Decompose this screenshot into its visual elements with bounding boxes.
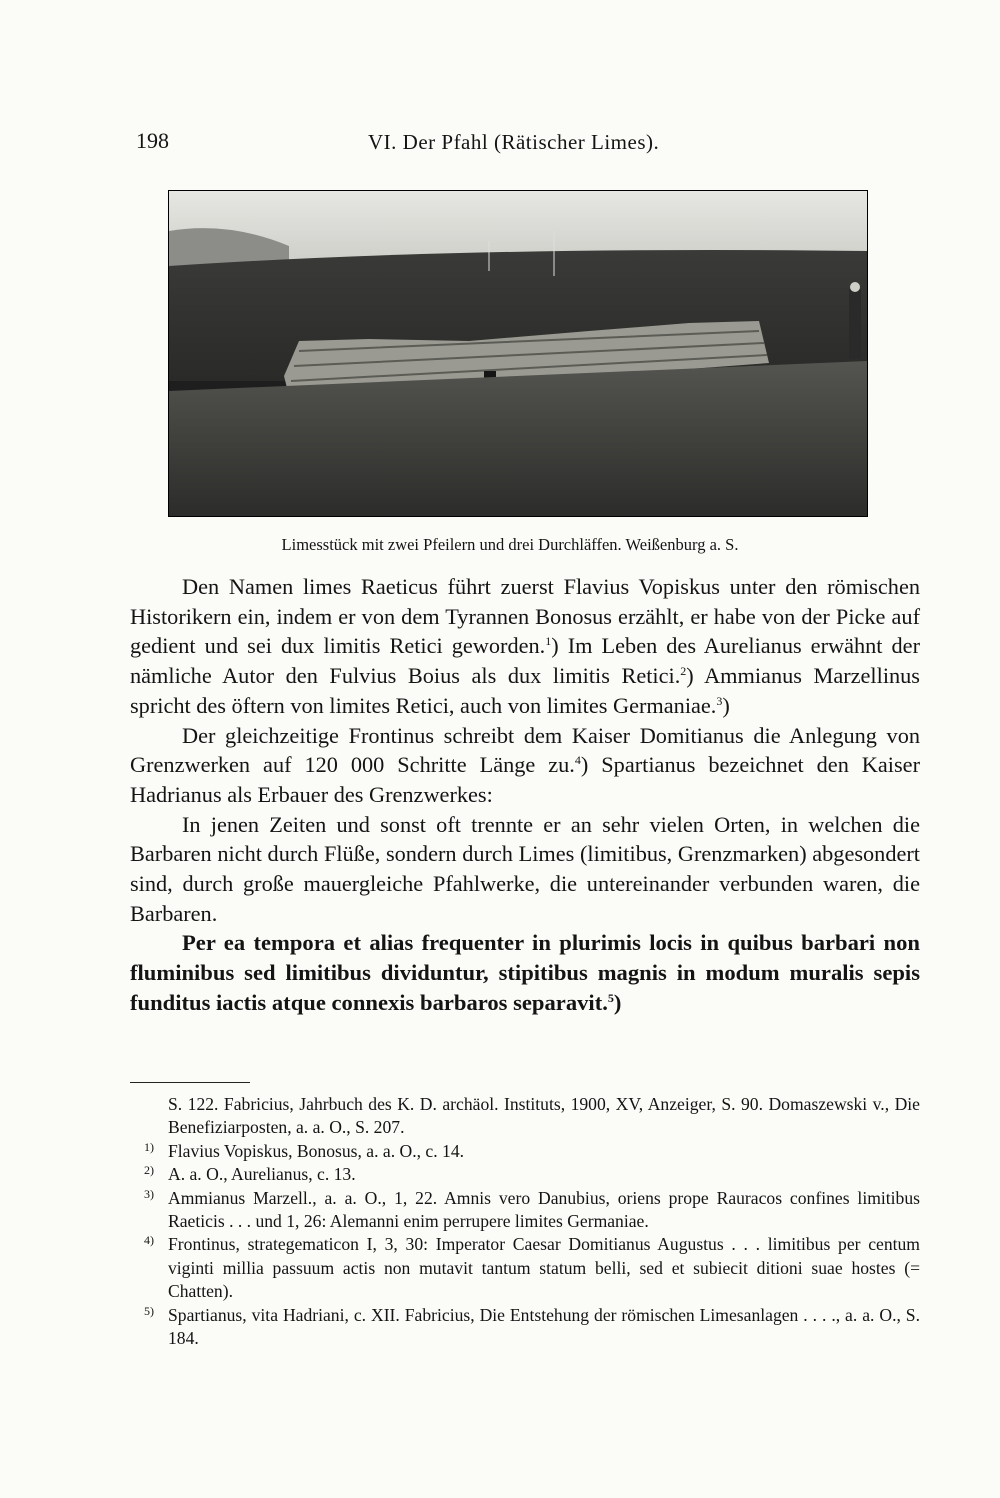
footnote-ref-4: 4 — [574, 753, 581, 768]
footnote-ref-5: 5 — [607, 990, 614, 1005]
foreground — [169, 361, 867, 516]
footnote-ref-2: 2 — [680, 664, 687, 679]
footnote-2: 2) A. a. O., Aurelianus, c. 13. — [144, 1163, 356, 1185]
page-header — [136, 128, 926, 164]
footnote-3: 3) Ammianus Marzell., a. a. O., 1, 22. Amnis vero Danubius, oriens prope Rauracos confines limitibus Raeticis . . . und 1, 26: Alemanni enim perrupere limites Germaniae. — [144, 1186, 920, 1232]
limes-wall-photo — [168, 190, 868, 517]
running-head: VI. Der Pfahl (Rätischer Limes). — [368, 130, 660, 154]
footnote-continued: S. 122. Fabricius, Jahrbuch des K. D. archäol. Instituts, 1900, XV, Anzeiger, S. 90. Domaszewski v., Die Benefiziarposten, a. a. O., S. 207. — [168, 1094, 920, 1138]
paragraph-4: Per ea tempora et alias frequenter in plurimis locis in quibus barbari non fluminibus sed limitibus dividuntur, stipitibus magnis in modum muralis sepis funditus iactis atque connexis barbaros separavit.$^5$) — [130, 930, 920, 1015]
paragraph-1: Den Namen limes Raeticus führt zuerst Flavius Vopiskus unter den römischen Historikern ein, indem er von dem Tyrannen Bonosus erzählt, er habe von der Picke auf gedient und sei dux limitis Retici geworden.$^1$) Im Leben des Aurelianus erwähnt der nämliche Autor den Fulvius Boius als dux limitis Retici.$^2$) Ammianus Marzellinus spricht des öftern von limites Retici, auch von limites Germaniae.$^3$) — [130, 574, 920, 718]
footnote-ref-1: 1 — [545, 634, 552, 649]
footnote-rule — [130, 1082, 250, 1083]
footnote-4: 4) Frontinus, strategematicon I, 3, 30: Imperator Caesar Domitianus Augustus . . . limitibus per centum viginti millia passuum actis non mutavit tantum statum belli, sed et subiecit ditioni suae hostes (= Chatten). — [144, 1233, 920, 1302]
photo-illustration — [169, 191, 867, 516]
body-text — [130, 572, 920, 1018]
footnote-5: 5) Spartianus, vita Hadriani, c. XII. Fabricius, Die Entstehung der römischen Limesanlagen . . . ., a. a. O., S. 184. — [144, 1303, 920, 1349]
footnotes — [130, 1093, 920, 1350]
page-number: 198 — [136, 128, 169, 153]
figure-head — [850, 282, 860, 292]
paragraph-3: In jenen Zeiten und sonst oft trennte er an sehr vielen Orten, in welchen die Barbaren nicht durch Flüße, sondern durch Limes (limitibus, Grenzmarken) abgesondert sind, durch große mauergleiche Pfahlwerke, die untereinander verbunden waren, die Barbaren. — [130, 811, 920, 926]
footnote-1: 1) Flavius Vopiskus, Bonosus, a. a. O., c. 14. — [144, 1139, 465, 1161]
figure-caption: Limesstück mit zwei Pfeilern und drei Durchläffen. Weißenburg a. S. — [281, 535, 739, 554]
footnote-ref-3: 3 — [716, 693, 723, 708]
standing-figure — [849, 289, 861, 359]
paragraph-2: Der gleichzeitige Frontinus schreibt dem Kaiser Domitianus die Anlegung von Grenzwerken auf 120 000 Schritte Länge zu.$^4$) Spartianus bezeichnet den Kaiser Hadrianus als Erbauer des Grenzwerkes: — [130, 722, 920, 807]
